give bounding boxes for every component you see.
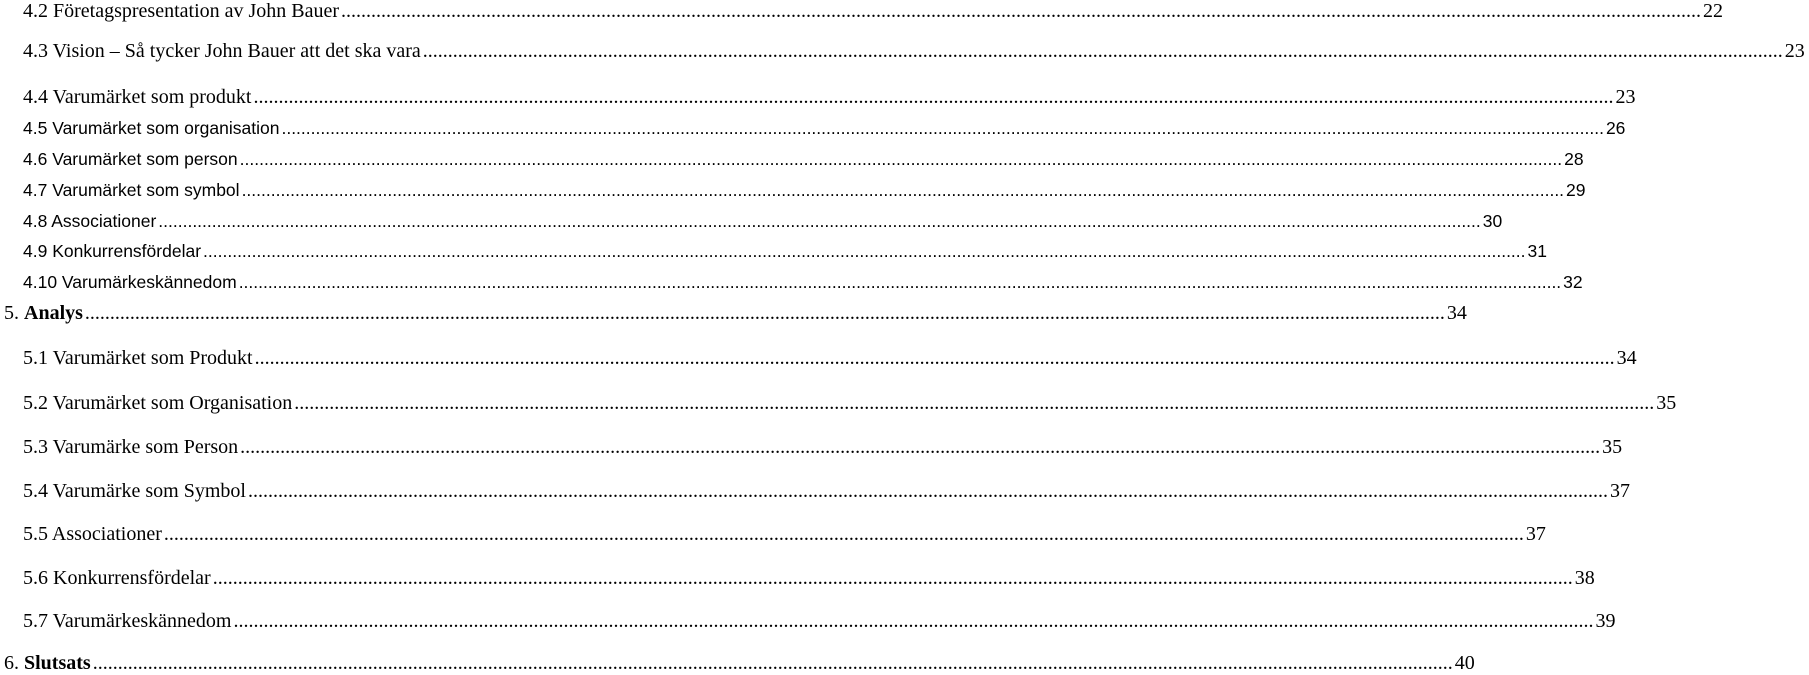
toc-entry-page: 37 (1609, 480, 1630, 502)
toc-entry-page: 32 (1563, 272, 1583, 292)
dot-leader (233, 610, 1593, 633)
toc-entry[interactable] (0, 392, 1677, 415)
toc-entry-page: 34 (1446, 302, 1467, 324)
toc-entry-title: 4.6 Varumärket som person (23, 149, 238, 169)
toc-entry[interactable] (0, 610, 1616, 633)
toc-entry-page: 23 (1615, 86, 1636, 108)
toc-chapter-number: 5. (4, 302, 24, 324)
toc-entry-page: 37 (1525, 523, 1546, 545)
toc-entry-title: 4.10 Varumärkeskännedom (23, 272, 237, 292)
toc-entry-title: 5.4 Varumärke som Symbol (23, 480, 246, 502)
toc-entry[interactable] (0, 480, 1630, 503)
toc-entry[interactable] (0, 180, 1586, 201)
dot-leader (341, 0, 1701, 23)
toc-entry[interactable] (0, 567, 1595, 590)
toc-entry-page: 38 (1574, 567, 1595, 589)
toc-entry-title: Analys (24, 302, 83, 324)
toc-chapter-entry[interactable] (0, 652, 1475, 675)
toc-entry-page: 29 (1566, 180, 1586, 200)
toc-entry-page: 35 (1656, 392, 1677, 414)
toc-entry-title: 5.2 Varumärket som Organisation (23, 392, 293, 414)
dot-leader (254, 86, 1614, 109)
toc-entry[interactable] (0, 347, 1637, 370)
toc-entry-page: 35 (1602, 436, 1623, 458)
toc-entry[interactable] (0, 436, 1623, 459)
toc-entry[interactable] (0, 118, 1626, 139)
toc-entry-title: 4.3 Vision – Så tycker John Bauer att det ska vara (23, 40, 421, 62)
toc-chapter-number: 6. (4, 652, 24, 674)
toc-entry-page: 30 (1482, 211, 1503, 231)
dot-leader (203, 241, 1525, 262)
toc-entry-title: 5.6 Konkurrensfördelar (23, 567, 211, 589)
toc-entry-page: 31 (1527, 241, 1547, 261)
toc-entry[interactable] (0, 0, 1724, 23)
toc-entry[interactable] (0, 86, 1636, 109)
toc-entry[interactable] (0, 241, 1547, 262)
toc-entry-title: 4.9 Konkurrensfördelar (23, 241, 202, 261)
dot-leader (423, 40, 1783, 63)
toc-entry[interactable] (0, 272, 1583, 293)
dot-leader (294, 392, 1654, 415)
dot-leader (248, 480, 1608, 503)
toc-entry-page: 23 (1784, 40, 1805, 62)
toc-entry-title: 4.5 Varumärket som organisation (23, 118, 280, 138)
dot-leader (85, 302, 1445, 325)
toc-chapter-entry[interactable] (0, 302, 1467, 325)
dot-leader (281, 118, 1603, 139)
toc-entry-title: 4.7 Varumärket som symbol (23, 180, 240, 200)
dot-leader (164, 523, 1524, 546)
toc-entry-page: 34 (1616, 347, 1637, 369)
toc-entry-title: 4.8 Associationer (23, 211, 157, 231)
dot-leader (158, 211, 1480, 232)
toc-entry-title: 4.2 Företagspresentation av John Bauer (23, 0, 340, 22)
toc-entry[interactable] (0, 40, 1805, 63)
dot-leader (240, 149, 1562, 170)
toc-entry-page: 28 (1564, 149, 1584, 169)
dot-leader (255, 347, 1615, 370)
dot-leader (239, 272, 1561, 293)
toc-entry-page: 39 (1595, 610, 1616, 632)
toc-entry-page: 22 (1703, 0, 1724, 22)
toc-entry-title: Slutsats (24, 652, 91, 674)
toc-entry-title: 4.4 Varumärket som produkt (23, 86, 252, 108)
dot-leader (213, 567, 1573, 590)
toc-entry-page: 40 (1454, 652, 1475, 674)
toc-entry-page: 26 (1605, 118, 1626, 138)
toc-entry[interactable] (0, 211, 1503, 232)
toc-entry-title: 5.3 Varumärke som Person (23, 436, 239, 458)
dot-leader (240, 436, 1600, 459)
toc-entry[interactable] (0, 523, 1546, 546)
dot-leader (242, 180, 1564, 201)
dot-leader (93, 652, 1453, 675)
toc-entry-title: 5.1 Varumärket som Produkt (23, 347, 253, 369)
toc-entry-title: 5.5 Associationer (23, 523, 162, 545)
toc-entry-title: 5.7 Varumärkeskännedom (23, 610, 232, 632)
toc-entry[interactable] (0, 149, 1584, 170)
